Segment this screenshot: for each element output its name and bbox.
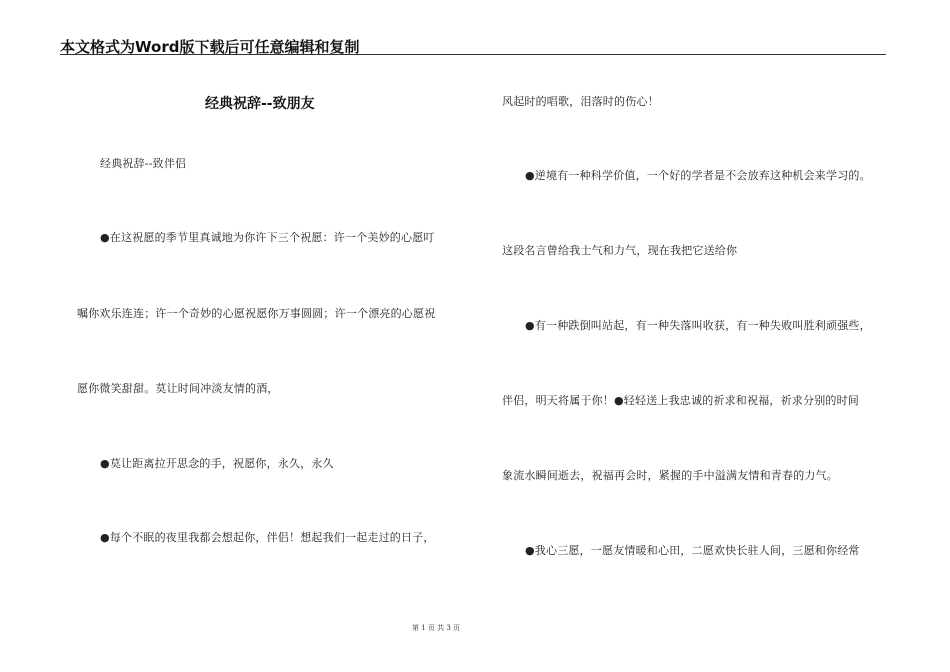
left-line-5: ●莫让距离拉开思念的手，祝愿你，永久，永久 — [100, 457, 334, 470]
header-title: 本文格式为Word版下载后可任意编辑和复制 — [60, 38, 360, 56]
document-title: 经典祝辞--致朋友 — [205, 96, 315, 112]
right-line-7: ●我心三愿，一愿友情暖和心田，二愿欢快长驻人间，三愿和你经常 — [525, 544, 860, 557]
header-divider — [60, 54, 886, 55]
right-line-3: 这段名言曾给我士气和力气，现在我把它送给你 — [502, 244, 738, 257]
right-line-6: 象流水瞬间逝去，祝福再会时，紧握的手中溢满友情和青春的力气。 — [502, 469, 838, 482]
left-line-3: 嘱你欢乐连连；许一个奇妙的心愿祝愿你万事圆圆；许一个漂亮的心愿祝 — [77, 307, 436, 320]
left-line-6: ●每个不眠的夜里我都会想起你，伴侣！想起我们一起走过的日子， — [100, 531, 435, 544]
right-line-1: 风起时的唱歌，泪落时的伤心！ — [502, 95, 659, 108]
right-line-2: ●逆境有一种科学价值，一个好的学者是不会放弃这种机会来学习的。 — [525, 169, 871, 182]
page-number: 第 1 页 共 3 页 — [412, 624, 461, 632]
left-line-4: 愿你微笑甜甜。莫让时间冲淡友情的酒， — [77, 382, 279, 395]
right-line-4: ●有一种跌倒叫站起，有一种失落叫收获，有一种失败叫胜利顽强些， — [525, 319, 871, 332]
right-line-5: 伴侣，明天将属于你！●轻轻送上我忠诚的祈求和祝福，祈求分别的时间 — [502, 394, 859, 407]
left-line-1: 经典祝辞--致伴侣 — [100, 157, 187, 170]
left-line-2: ●在这祝愿的季节里真诚地为你许下三个祝愿：许一个美妙的心愿叮 — [100, 231, 435, 244]
